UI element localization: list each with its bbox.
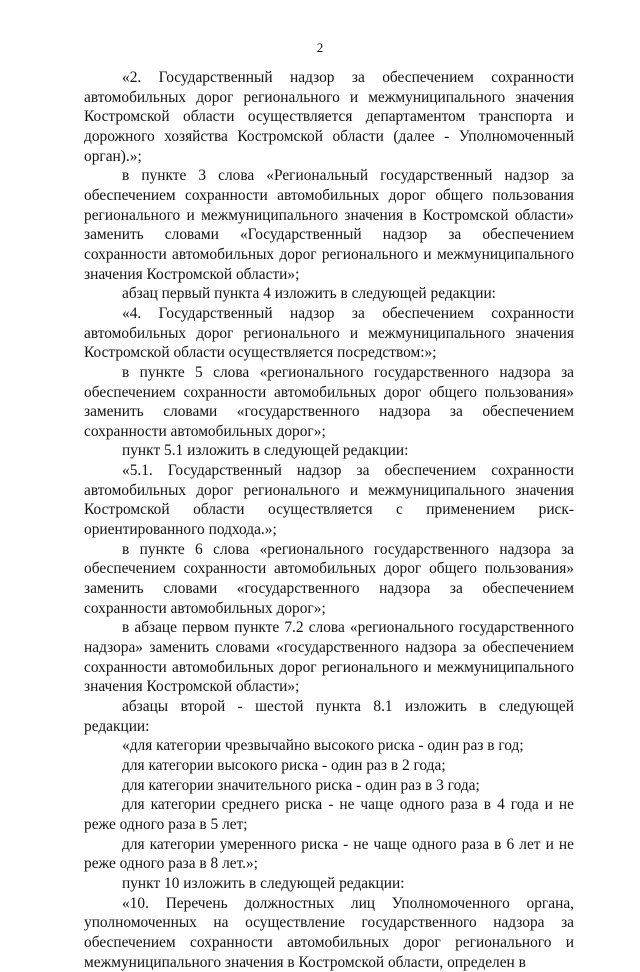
paragraph: в пункте 6 слова «регионального государственного надзора за обеспечением сохранности автомобильных дорог общего пользования» заменить словами «государственного надзора за обеспечением сохранности автомобильных дорог»;: [84, 540, 574, 617]
paragraph: для категории умеренного риска - не чаще одного раза в 6 лет и не реже одного раза в 8 лет.»;: [84, 835, 574, 873]
paragraph: для категории значительного риска - один раз в 3 года;: [122, 776, 480, 794]
paragraph: пункт 5.1 изложить в следующей редакции:: [122, 442, 409, 460]
document-body: [84, 68, 574, 972]
page-number: 2: [316, 40, 324, 55]
paragraph: «для категории чрезвычайно высокого риска - один раз в год;: [122, 737, 524, 755]
paragraph: в пункте 3 слова «Региональный государственный надзор за обеспечением сохранности автомобильных дорог общего пользования регионального и межмуниципального значения в Костромской области» заменить словами «Государственный надзор за обеспечением сохранности автомобильных дорог регионального и межмуниципального значения Костромской области»;: [84, 167, 574, 283]
paragraph: для категории среднего риска - не чаще одного раза в 4 года и не реже одного раза в 5 лет;: [84, 796, 574, 833]
paragraph: «2. Государственный надзор за обеспечением сохранности автомобильных дорог регионального и межмуниципального значения Костромской области осуществляется департаментом транспорта и дорожного хозяйства Костромской области (далее - Уполномоченный орган).»;: [84, 69, 574, 165]
paragraph: в пункте 5 слова «регионального государственного надзора за обеспечением сохранности автомобильных дорог общего пользования» заменить словами «государственного надзора за обеспечением сохранности автомобильных дорог»;: [84, 363, 574, 440]
paragraph: «10. Перечень должностных лиц Уполномоченного органа, уполномоченных на осуществление государственного надзора за обеспечением сохранности автомобильных дорог регионального и межмуниципального значения в Костромской области, определен в: [84, 894, 574, 971]
paragraph: пункт 10 изложить в следующей редакции:: [122, 874, 405, 892]
paragraph: в абзаце первом пункте 7.2 слова «регионального государственного надзора» заменить словами «государственного надзора за обеспечением сохранности автомобильных дорог регионального и межмуниципального значения Костромской области»;: [84, 619, 574, 696]
paragraph: для категории высокого риска - один раз в 2 года;: [122, 756, 446, 774]
paragraph: абзац первый пункта 4 изложить в следующей редакции:: [122, 285, 496, 303]
paragraph: абзацы второй - шестой пункта 8.1 изложить в следующей редакции:: [84, 698, 574, 735]
paragraph: «4. Государственный надзор за обеспечением сохранности автомобильных дорог регионального и межмуниципального значения Костромской области осуществляется посредством:»;: [84, 304, 574, 362]
paragraph: «5.1. Государственный надзор за обеспечением сохранности автомобильных дорог регионального и межмуниципального значения Костромской области осуществляется с применением риск-ориентированного подхода.»;: [84, 462, 574, 539]
